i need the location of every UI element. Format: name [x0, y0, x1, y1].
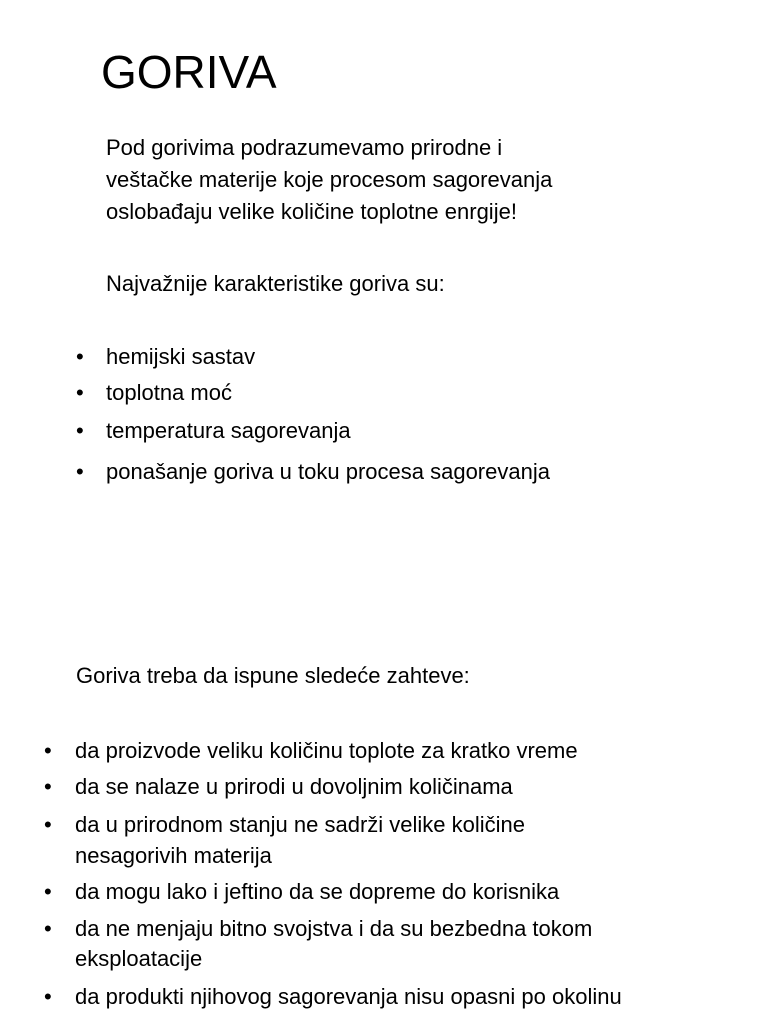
bullet-icon: •: [76, 380, 84, 405]
list-item-text: da proizvode veliku količinu toplote za kratko vreme: [75, 738, 578, 763]
list-item-text: eksploatacije: [75, 946, 203, 971]
list-item-text: da produkti njihovog sagorevanja nisu opasni po okolinu: [75, 984, 622, 1009]
list-item-text: da mogu lako i jeftino da se dopreme do korisnika: [75, 879, 560, 904]
bullet-icon: •: [44, 984, 52, 1009]
bullet-icon: •: [76, 418, 84, 443]
list-item-text: temperatura sagorevanja: [106, 418, 351, 443]
list-item-text: ponašanje goriva u toku procesa sagorevanja: [106, 459, 550, 484]
intro-text-line-1: Pod gorivima podrazumevamo prirodne i: [106, 135, 503, 160]
bullet-icon: •: [44, 879, 52, 904]
list-item-text: da u prirodnom stanju ne sadrži velike količine: [75, 812, 526, 837]
list-item-text: da ne menjaju bitno svojstva i da su bezbedna tokom: [75, 916, 593, 941]
bullet-icon: •: [44, 738, 52, 763]
page-title: GORIVA: [101, 46, 277, 98]
requirements-heading: Goriva treba da ispune sledeće zahteve:: [76, 663, 470, 688]
list-item-text: da se nalaze u prirodi u dovoljnim količinama: [75, 774, 513, 799]
bullet-icon: •: [76, 459, 84, 484]
bullet-icon: •: [44, 916, 52, 941]
list-item-text: hemijski sastav: [106, 344, 256, 369]
intro-text-line-3: oslobađaju velike količine toplotne enrgije!: [106, 199, 517, 224]
bullet-icon: •: [44, 774, 52, 799]
bullet-icon: •: [76, 344, 84, 369]
list-item-text: nesagorivih materija: [75, 843, 272, 868]
list-item-text: toplotna moć: [106, 380, 232, 405]
intro-text-line-2: veštačke materije koje procesom sagorevanja: [106, 167, 553, 192]
bullet-icon: •: [44, 812, 52, 837]
characteristics-heading: Najvažnije karakteristike goriva su:: [106, 271, 445, 296]
